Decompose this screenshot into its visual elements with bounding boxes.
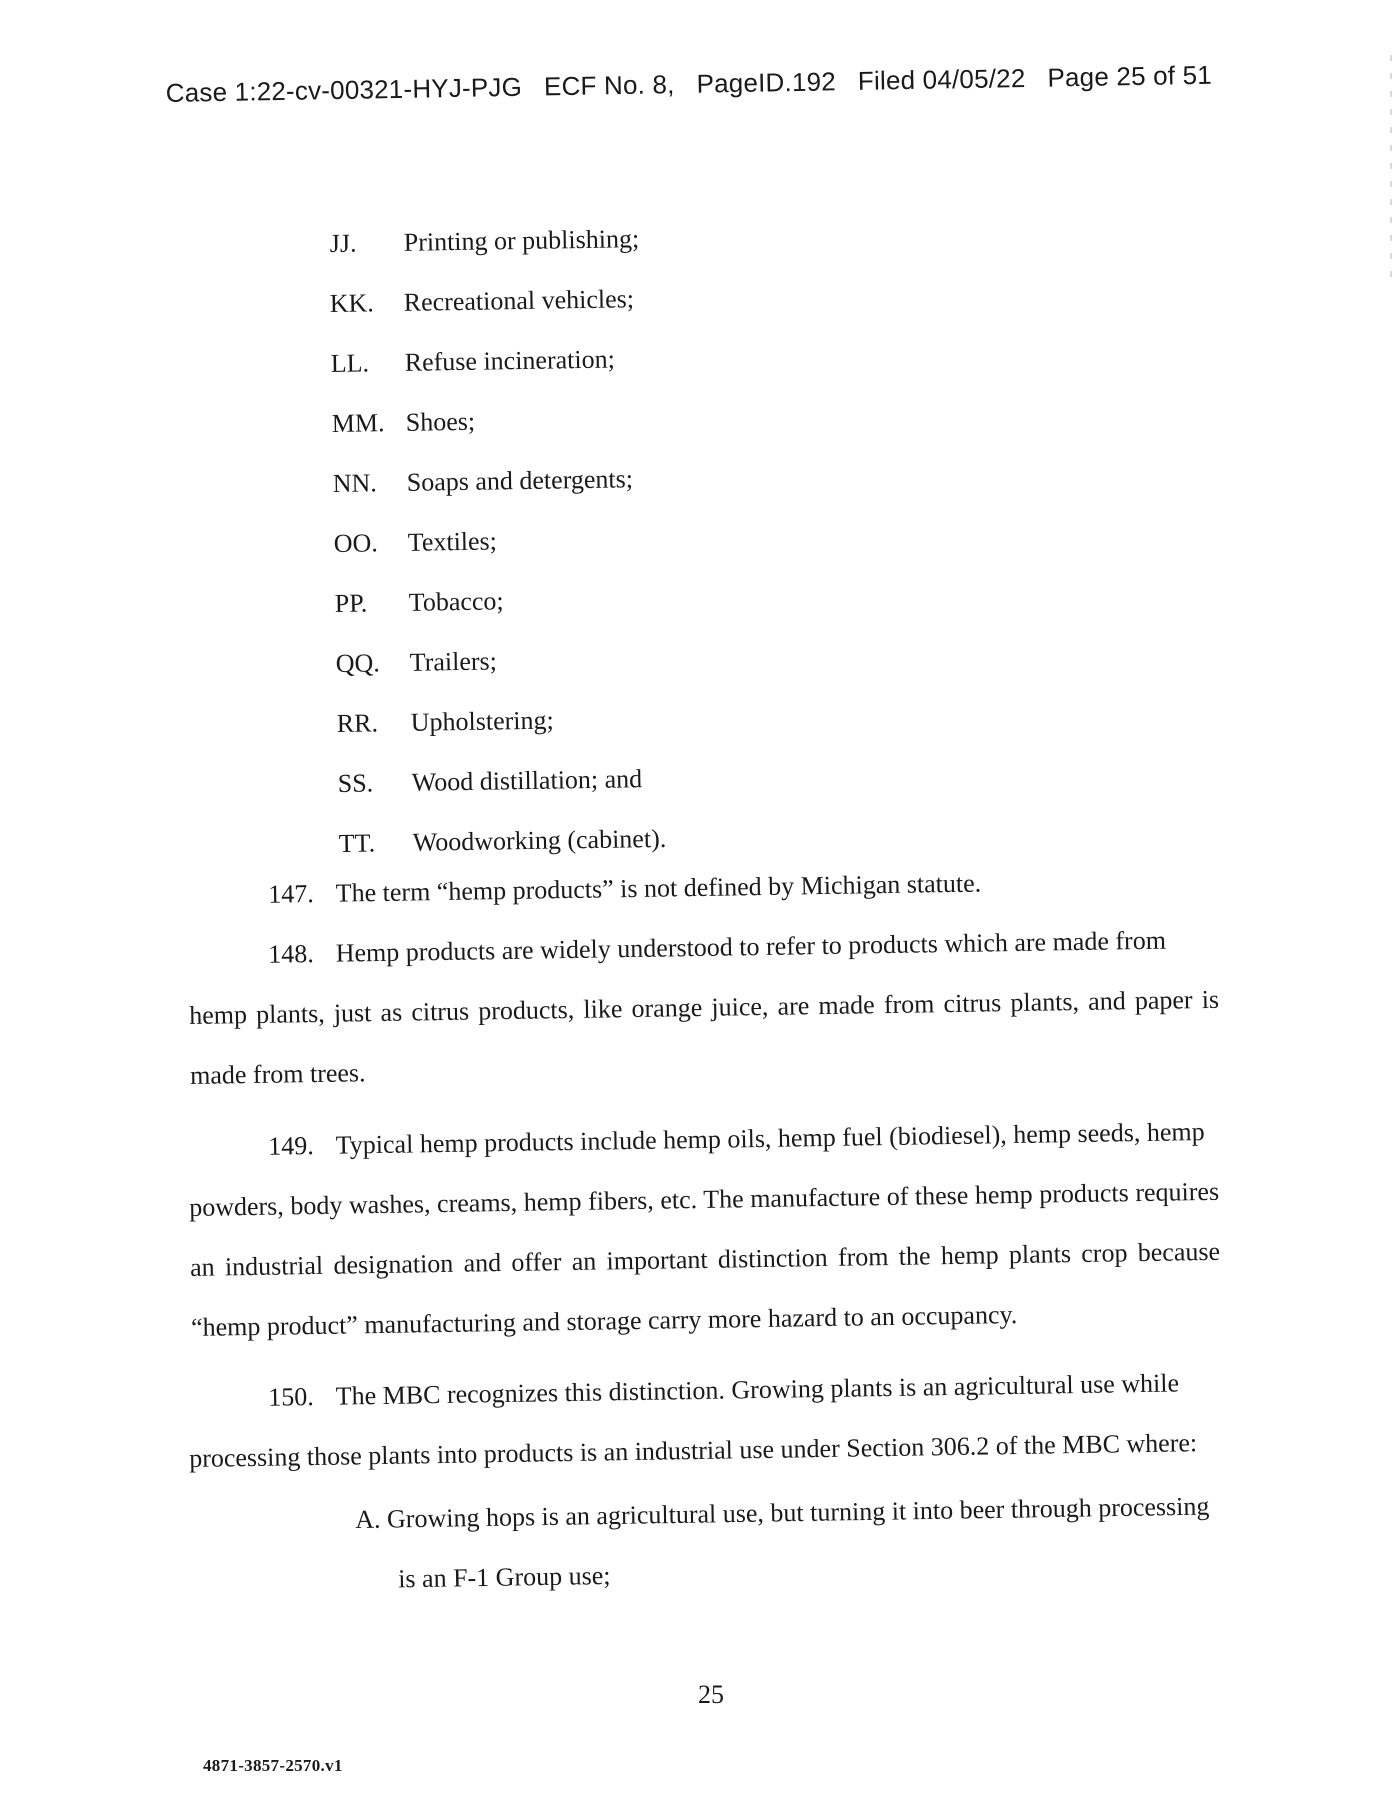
list-text: Trailers; [409,646,498,677]
list-marker: TT. [338,828,376,859]
list-item [333,463,634,499]
list-text: Tobacco; [408,586,504,617]
list-marker: SS. [337,768,374,799]
page-count: Page 25 of 51 [1047,59,1213,93]
list-marker: NN. [332,468,378,499]
paragraph-text: The term “hemp products” is not defined by Michigan statute. [335,868,982,908]
document-id: 4871-3857-2570.v1 [203,1756,343,1775]
list-text: Printing or publishing; [403,224,640,257]
paragraph-text: The MBC recognizes this distinction. Growing plants is an agricultural use while [335,1368,1180,1411]
list-text: Soaps and detergents; [406,464,634,497]
list-marker: PP. [334,588,368,619]
list-text: Recreational vehicles; [403,284,635,317]
case-header [165,59,1234,109]
page-id: PageID.192 [696,66,837,99]
list-marker: JJ. [329,228,357,259]
list-item [334,525,498,559]
paragraph-149 [188,1116,1222,1372]
list-marker: LL. [330,348,370,379]
list-marker: OO. [333,528,379,559]
list-item [336,645,498,679]
paragraph-text: Hemp products are widely understood to refer to products which are made from [335,925,1167,968]
list-text: Upholstering; [410,705,554,737]
paragraph-150 [188,1367,1220,1503]
paragraph-number: 147. [268,879,314,909]
paragraph-text: Typical hemp products include hemp oils, hemp fuel (biodiesel), hemp seeds, hemp [335,1117,1205,1160]
list-text: Wood distillation; and [411,764,643,797]
filed-date: Filed 04/05/22 [857,62,1026,96]
list-item [337,705,554,740]
list-text: Shoes; [405,406,476,437]
paragraph-line: “hemp product” manufacturing and storage carry more hazard to an occupancy. [190,1299,1018,1342]
ecf-number: ECF No. 8, [543,69,675,102]
list-item [335,585,504,619]
list-item [331,344,616,380]
list-text: Refuse incineration; [404,344,616,377]
list-text: Textiles; [407,526,498,557]
paragraph-number: 150. [268,1382,314,1412]
paragraph-line: an industrial designation and offer an important distinction from the hemp plants crop because [189,1236,1221,1282]
list-item [339,823,667,859]
list-item [332,406,476,439]
list-item [338,763,643,799]
paragraph-148 [188,924,1221,1120]
paragraph-line: made from trees. [189,1058,366,1090]
page-number: 25 [698,1680,724,1709]
list-marker: KK. [329,288,375,319]
paragraph-number: 148. [268,939,314,969]
case-number: Case 1:22-cv-00321-HYJ-PJG [165,71,523,109]
sub-item-a [355,1490,1217,1623]
list-item [330,223,640,259]
sub-item-line: A. Growing hops is an agricultural use, but turning it into beer through processing [355,1491,1210,1534]
paragraph-number: 149. [268,1131,314,1161]
list-marker: RR. [336,708,379,739]
list-text: Woodworking (cabinet). [412,823,667,857]
scan-edge-mark [1390,55,1392,285]
list-item [330,283,635,319]
list-marker: QQ. [335,648,381,679]
paragraph-line: processing those plants into products is an industrial use under Section 306.2 of the MBC where: [188,1428,1198,1473]
paragraph-line: powders, body washes, creams, hemp fibers, etc. The manufacture of these hemp products requires [188,1176,1220,1222]
paragraph-line: hemp plants, just as citrus products, like orange juice, are made from citrus plants, and paper is [188,984,1220,1030]
sub-item-line: is an F-1 Group use; [397,1560,611,1594]
list-marker: MM. [331,408,385,439]
